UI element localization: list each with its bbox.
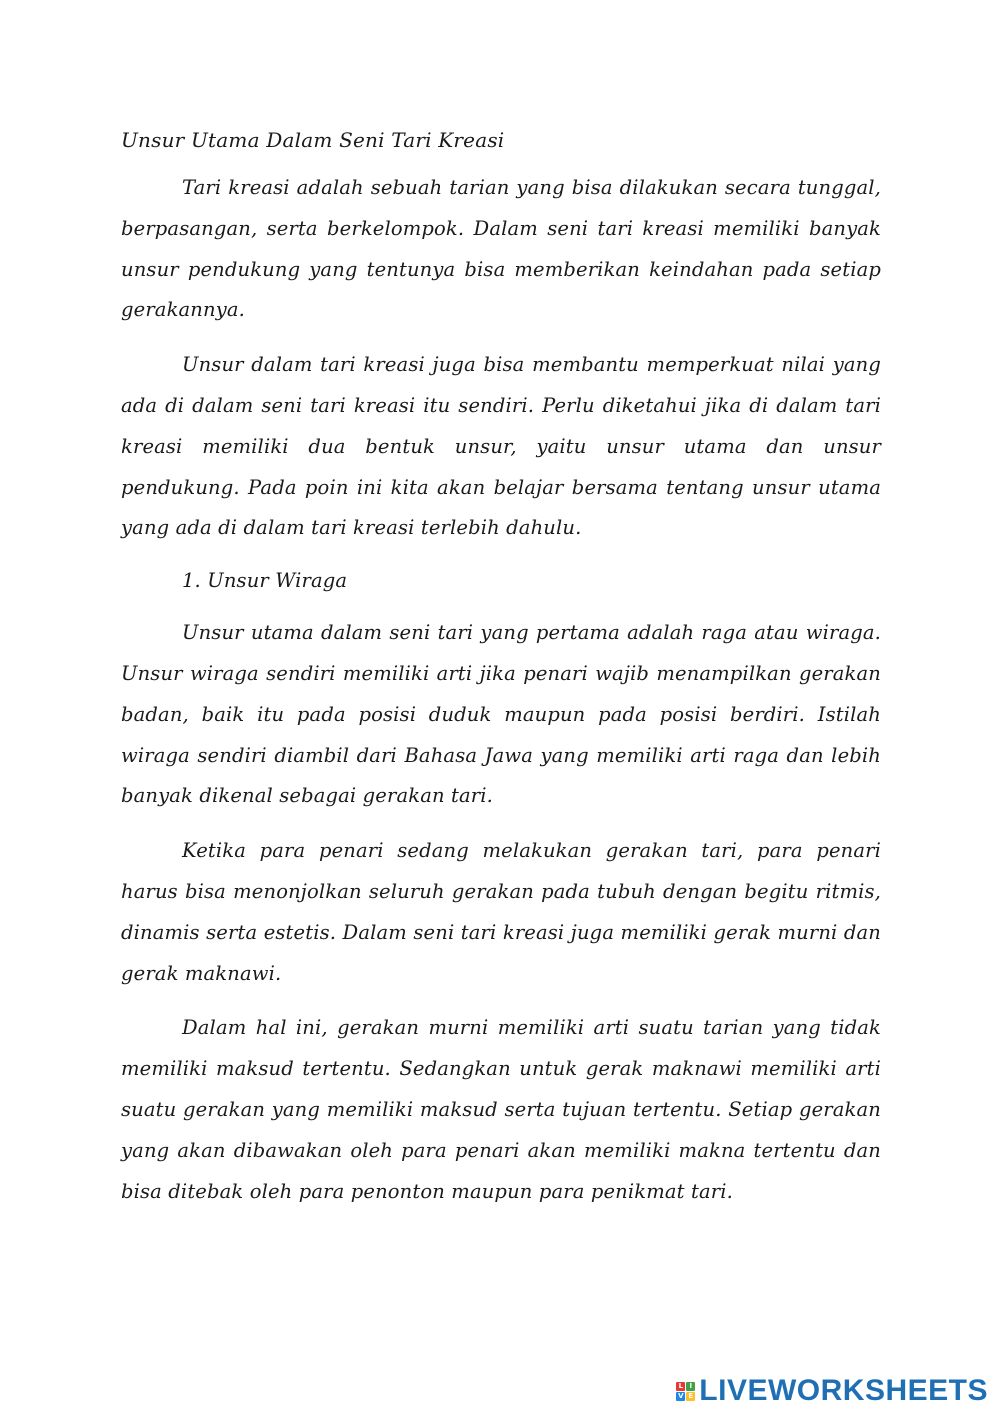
list-item-unsur-wiraga: 1. Unsur Wiraga: [182, 569, 348, 593]
logo-cell-e: E: [686, 1392, 695, 1401]
liveworksheets-logo-icon: [676, 1382, 695, 1401]
document-title: Unsur Utama Dalam Seni Tari Kreasi: [121, 128, 505, 152]
logo-cell-i: I: [686, 1382, 695, 1391]
paragraph-wiraga: Unsur utama dalam seni tari yang pertama adalah raga atau wiraga. Unsur wiraga sendiri memiliki arti jika penari wajib menampilkan gerakan badan, baik itu pada posisi duduk maupun pada posisi berdiri. Istilah wiraga sendiri diambil dari Bahasa Jawa yang memiliki arti raga dan lebih banyak dikenal sebagai gerakan tari.: [121, 621, 881, 808]
logo-cell-v: V: [678, 1391, 684, 1400]
logo-cell-l: L: [676, 1382, 685, 1391]
liveworksheets-watermark: [676, 1374, 988, 1408]
paragraph-gerak-murni: Dalam hal ini, gerakan murni memiliki arti suatu tarian yang tidak memiliki maksud tertentu. Sedangkan untuk gerak maknawi memiliki arti suatu gerakan yang memiliki maksud serta tujuan tertentu. Setiap gerakan yang akan dibawakan oleh para penari akan memiliki makna tertentu dan bisa ditebak oleh para penonton maupun para penikmat tari.: [121, 1016, 881, 1203]
document-page: [121, 122, 881, 1226]
paragraph-gerakan: Ketika para penari sedang melakukan gerakan tari, para penari harus bisa menonjolkan seluruh gerakan pada tubuh dengan begitu ritmis, dinamis serta estetis. Dalam seni tari kreasi juga memiliki gerak murni dan gerak maknawi.: [121, 839, 881, 985]
paragraph-intro: Tari kreasi adalah sebuah tarian yang bisa dilakukan secara tunggal, berpasangan, serta berkelompok. Dalam seni tari kreasi memiliki banyak unsur pendukung yang tentunya bisa memberikan keindahan pada setiap gerakannya.: [121, 176, 881, 322]
brand-text: LIVEWORKSHEETS: [699, 1374, 988, 1407]
paragraph-unsur: Unsur dalam tari kreasi juga bisa membantu memperkuat nilai yang ada di dalam seni tari kreasi itu sendiri. Perlu diketahui jika di dalam tari kreasi memiliki dua bentuk unsur, yaitu unsur utama dan unsur pendukung. Pada poin ini kita akan belajar bersama tentang unsur utama yang ada di dalam tari kreasi terlebih dahulu.: [121, 353, 881, 540]
